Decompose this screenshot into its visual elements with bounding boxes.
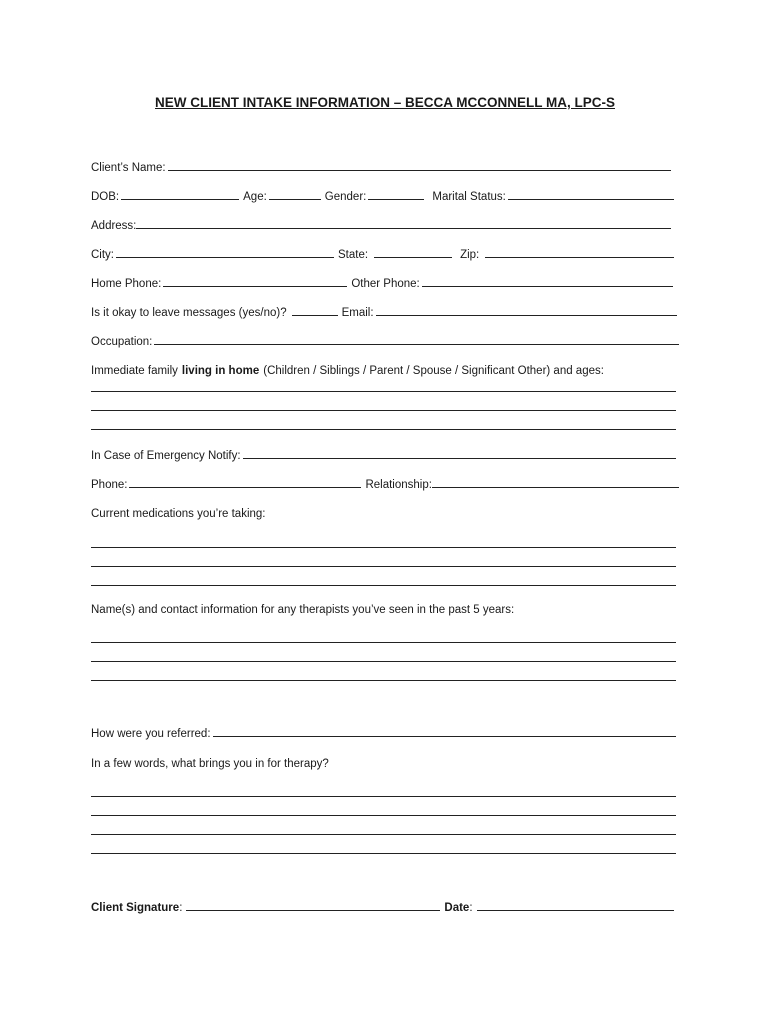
- other-phone-label: Other Phone:: [351, 278, 420, 290]
- date-colon: :: [469, 902, 473, 914]
- email-label: Email:: [341, 307, 374, 319]
- medications-label: Current medications you’re taking:: [91, 508, 266, 520]
- relationship-field[interactable]: [432, 487, 679, 488]
- medications-line-2[interactable]: [91, 566, 676, 567]
- zip-label: Zip:: [460, 249, 480, 261]
- city-field[interactable]: [116, 257, 334, 258]
- therapists-line-1[interactable]: [91, 642, 676, 643]
- marital-status-label: Marital Status:: [432, 191, 506, 203]
- emergency-row: [91, 446, 679, 462]
- address-field[interactable]: [136, 228, 671, 229]
- date-field[interactable]: [477, 910, 674, 911]
- family-label-bold: living in home: [181, 365, 260, 377]
- phones-row: [91, 274, 679, 290]
- city-label: City:: [91, 249, 114, 261]
- emergency-phone-field[interactable]: [129, 487, 361, 488]
- email-field[interactable]: [376, 315, 677, 316]
- date-label: Date: [444, 902, 470, 914]
- brings-you-line-4[interactable]: [91, 853, 676, 854]
- therapists-line-3[interactable]: [91, 680, 676, 681]
- city-row: [91, 245, 679, 261]
- therapists-line-2[interactable]: [91, 661, 676, 662]
- state-label: State:: [338, 249, 369, 261]
- dob-label: DOB:: [91, 191, 120, 203]
- client-name-label: Client’s Name:: [91, 162, 166, 174]
- home-phone-field[interactable]: [163, 286, 347, 287]
- therapists-label: Name(s) and contact information for any therapists you’ve seen in the past 5 years:: [91, 604, 515, 616]
- therapists-row: [91, 600, 679, 616]
- dob-row: [91, 187, 679, 203]
- gender-label: Gender:: [324, 191, 367, 203]
- emergency-phone-label: Phone:: [91, 479, 128, 491]
- address-label: Address:: [91, 220, 137, 232]
- client-name-row: [91, 158, 679, 174]
- family-row: [91, 361, 679, 377]
- emergency-label: In Case of Emergency Notify:: [91, 450, 241, 462]
- marital-status-field[interactable]: [508, 199, 674, 200]
- other-phone-field[interactable]: [422, 286, 673, 287]
- family-line-1[interactable]: [91, 391, 676, 392]
- family-label-prefix: Immediate family: [91, 365, 178, 377]
- signature-row: [91, 898, 679, 914]
- emergency-phone-row: [91, 475, 679, 491]
- referred-field[interactable]: [213, 736, 676, 737]
- address-row: [91, 216, 679, 232]
- medications-row: [91, 504, 679, 520]
- signature-colon: :: [179, 902, 183, 914]
- zip-field[interactable]: [485, 257, 674, 258]
- family-line-2[interactable]: [91, 410, 676, 411]
- home-phone-label: Home Phone:: [91, 278, 162, 290]
- signature-label: Client Signature: [91, 902, 180, 914]
- emergency-field[interactable]: [243, 458, 676, 459]
- brings-you-line-1[interactable]: [91, 796, 676, 797]
- occupation-field[interactable]: [154, 344, 679, 345]
- medications-line-3[interactable]: [91, 585, 676, 586]
- occupation-row: [91, 332, 679, 348]
- age-label: Age:: [243, 191, 267, 203]
- medications-line-1[interactable]: [91, 547, 676, 548]
- referred-row: [91, 724, 679, 740]
- family-line-3[interactable]: [91, 429, 676, 430]
- client-name-field[interactable]: [168, 170, 671, 171]
- leave-messages-label: Is it okay to leave messages (yes/no)?: [91, 307, 287, 319]
- form-title: NEW CLIENT INTAKE INFORMATION – BECCA MCCONNELL MA, LPC-S: [155, 95, 615, 110]
- brings-you-label: In a few words, what brings you in for therapy?: [91, 758, 329, 770]
- brings-you-line-3[interactable]: [91, 834, 676, 835]
- relationship-label: Relationship:: [365, 479, 432, 491]
- messages-row: [91, 303, 679, 319]
- signature-field[interactable]: [186, 910, 440, 911]
- brings-you-row: [91, 754, 679, 770]
- dob-field[interactable]: [121, 199, 239, 200]
- age-field[interactable]: [269, 199, 321, 200]
- leave-messages-field[interactable]: [292, 315, 338, 316]
- occupation-label: Occupation:: [91, 336, 153, 348]
- referred-label: How were you referred:: [91, 728, 211, 740]
- family-label-suffix: (Children / Siblings / Parent / Spouse / Significant Other) and ages:: [263, 365, 604, 377]
- gender-field[interactable]: [368, 199, 424, 200]
- brings-you-line-2[interactable]: [91, 815, 676, 816]
- state-field[interactable]: [374, 257, 452, 258]
